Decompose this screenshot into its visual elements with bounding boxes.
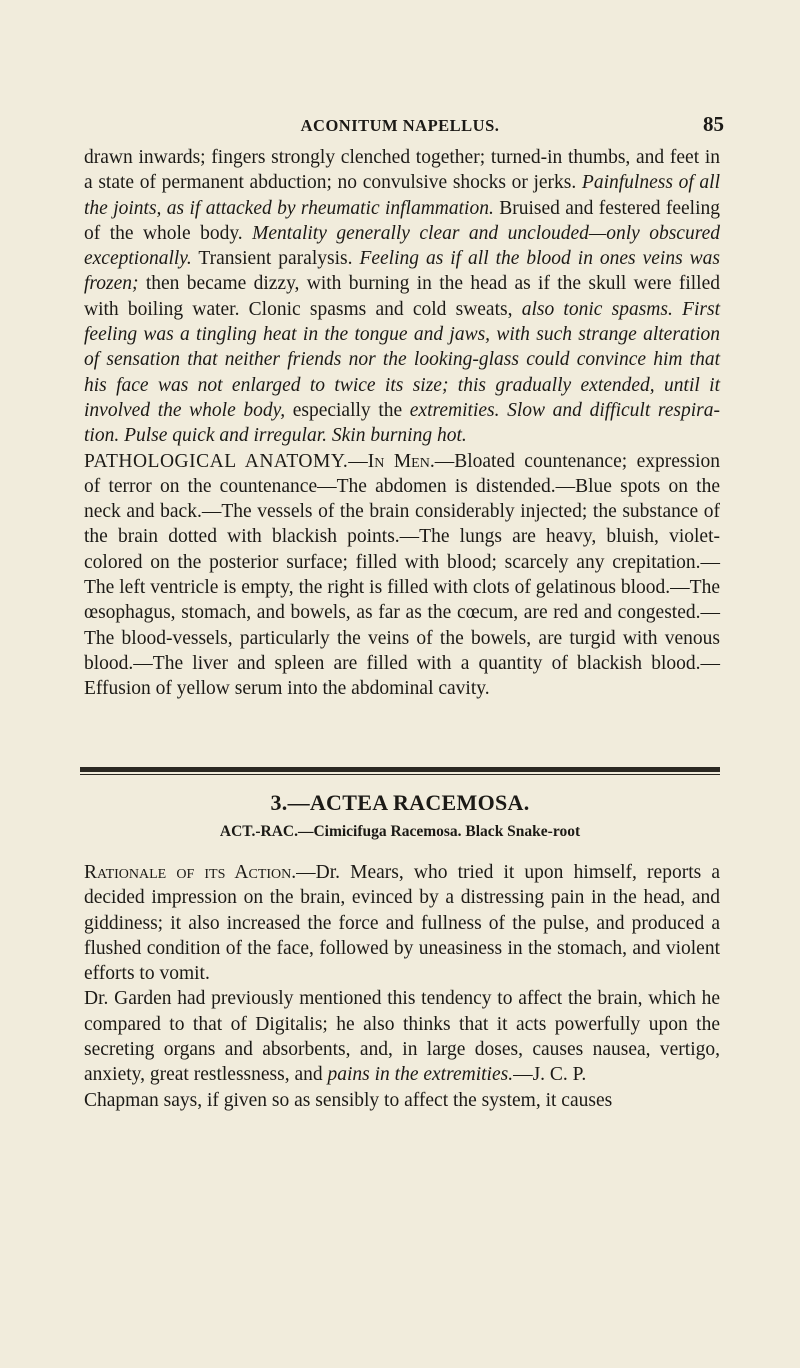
rationale-label: Rationale of its Action. <box>84 862 297 883</box>
chapman-paragraph <box>84 1088 720 1113</box>
italic-run: also tonic spasms. First feeling was a tingling heat in the tongue and jaws, with such strange alteration of sensation that neither friends nor the looking-glass could convince him that his face was not enlarged to twice its size; this gradually extended, until it involved the whole body, <box>84 298 720 421</box>
italic-run: Painfulness of all the joints, as if attacked by rheumatic inflammation. <box>84 172 720 219</box>
garden-text: Dr. Garden had previously mentioned this tendency to affect the brain, which he compared to that of Digitalis; he also thinks that it acts powerfully upon the secreting organs and absorbents, and, in large doses, causes nausea, vertigo, anxiety, great restlessness, and <box>84 988 720 1086</box>
garden-italic: pains in the extremities. <box>327 1064 514 1086</box>
text-run: then became dizzy, with burning in the head as if the skull were filled with boiling water. Clonic spasms and cold sweats, <box>84 273 720 320</box>
divider-thick-rule <box>80 767 720 772</box>
in-men-label: —In Men. <box>348 450 435 472</box>
divider-thin-rule <box>80 774 720 775</box>
section-subheading: ACT.-RAC.—Cimicifuga Racemosa. Black Snake-root <box>219 823 581 840</box>
pathological-anatomy-paragraph <box>84 449 720 702</box>
text-run: Bruised and festered feeling of the whole body. <box>84 197 721 244</box>
italic-run: Mentality generally clear and unclouded—only obscured exceptionally. <box>84 222 720 270</box>
running-title: ACONITUM NAPELLUS. <box>300 116 500 135</box>
text-run: especially the <box>285 399 410 421</box>
citation: —J. C. P. <box>513 1064 587 1086</box>
pathological-anatomy-text: —Bloated countenance; expression of terror on the countenance—The abdomen is distended.—Blue spots on the neck and back.—The vessels of the brain considerably injected; the substance of the brain dotted with blackish points.—The lungs are heavy, bluish, violet-colored on the posterior surface; filled with blood; scarcely any crepitation.— The left ventricle is empty, the right is filled with clots of gelatinous blood.—The œsophagus, stomach, and bowels, as far as the cœcum, are red and congested.—The blood-vessels, particularly the veins of the bowels, are turgid with venous blood.—The liver and spleen are filled with a quantity of blackish blood.—Effusion of yellow serum into the abdominal cavity. <box>84 450 720 700</box>
section-divider <box>80 767 720 775</box>
italic-run: Feeling as if all the blood in ones veins was frozen; <box>84 248 720 295</box>
page-number: 85 <box>703 112 724 136</box>
text-run: drawn inwards; fingers strongly clenched together; turned-in thumbs, and feet in a state of permanent abduction; no convulsive shocks or jerks. <box>84 147 720 194</box>
actea-text-block <box>84 860 720 1113</box>
italic-run: extremities. Slow and difficult respiration. Pulse quick and irregular. Skin burning hot. <box>84 399 720 447</box>
chapman-text: Chapman says, if given so as sensibly to affect the system, it causes <box>84 1089 613 1111</box>
rationale-text: —Dr. Mears, who tried it upon himself, reports a decided impression on the brain, evinced by a distressing pain in the head, and giddiness; it also increased the force and fullness of the pulse, and produced a flushed condition of the face, followed by uneasiness in the stomach, and violent efforts to vomit. <box>84 862 720 985</box>
symptoms-paragraph <box>84 145 720 449</box>
page-header <box>0 112 800 142</box>
garden-paragraph <box>84 986 720 1087</box>
rationale-paragraph <box>84 860 720 986</box>
pathological-anatomy-title: PATHOLOGICAL ANATOMY. <box>84 450 349 472</box>
aconitum-text-block <box>84 145 720 702</box>
text-run: Transient paralysis. <box>191 248 360 270</box>
section-heading: 3.—ACTEA RACEMOSA. <box>270 790 530 815</box>
